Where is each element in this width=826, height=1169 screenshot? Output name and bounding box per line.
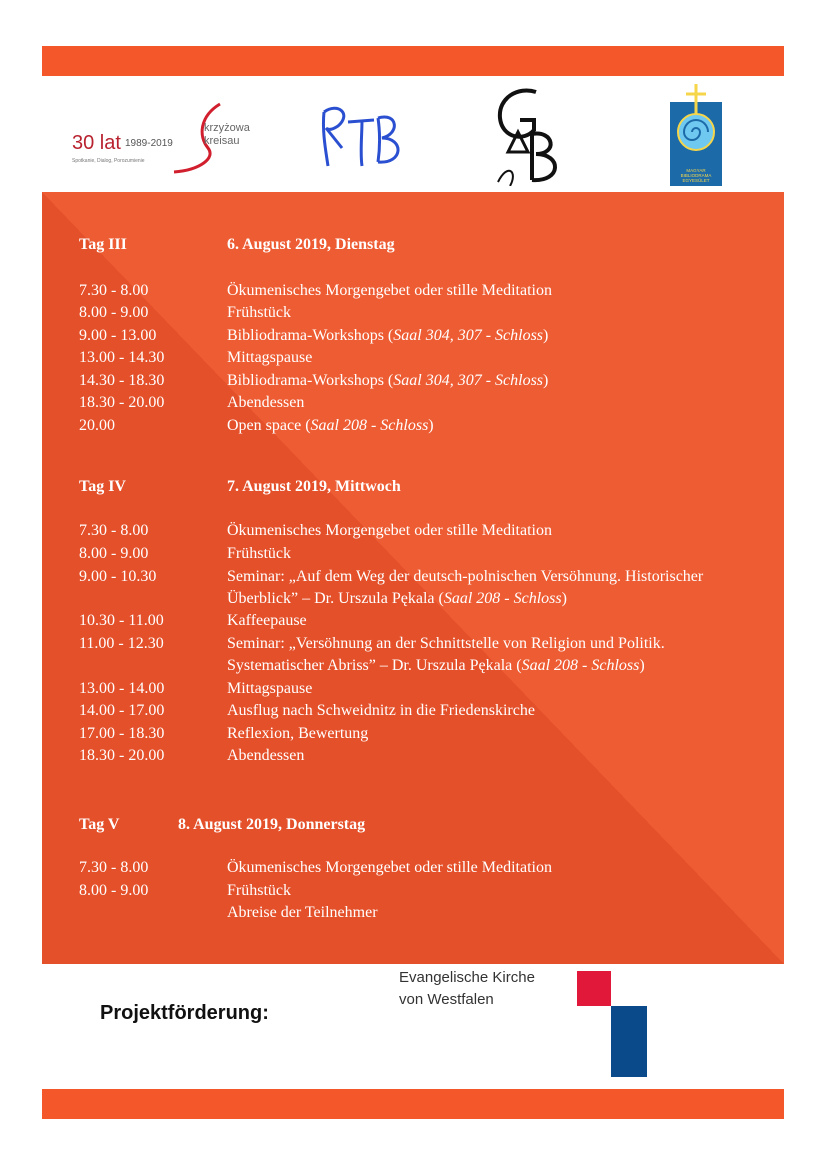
day5-time: 7.30 - 8.00 [79,859,149,876]
day5-date: 8. August 2019, Donnerstag [178,816,366,833]
day3-location: Saal 304, 307 - Schloss [393,327,544,344]
day4-item-continued: Überblick” – Dr. Urszula Pękala (Saal 208 - Schloss) [227,590,567,607]
day4-item: Mittagspause [227,680,313,697]
kreisau-years: 1989-2019 [125,138,173,149]
day3-time: 8.00 - 9.00 [79,304,149,321]
day4-time: 13.00 - 14.00 [79,680,165,697]
day4-item: Abendessen [227,747,305,764]
day5-item: Frühstück [227,882,291,899]
day4-item: Ökumenisches Morgengebet oder stille Meditation [227,522,552,539]
kreisau-logo [70,96,270,176]
sponsor-logo-blue-block [611,1006,647,1077]
day3-time: 7.30 - 8.00 [79,282,149,299]
funding-label: Projektförderung: [100,1002,269,1024]
day3-location: Saal 304, 307 - Schloss [393,372,544,389]
bibliodrama-association-logo [668,82,724,186]
rtb-logo [318,92,408,172]
day3-item: Bibliodrama-Workshops (Saal 304, 307 - Schloss) [227,327,549,344]
day4-time: 14.00 - 17.00 [79,702,165,719]
sponsor-logo-red-square [577,971,611,1006]
day4-item: Frühstück [227,545,291,562]
bottom-accent-bar [42,1089,784,1119]
day4-item: Ausflug nach Schweidnitz in die Friedenskirche [227,702,535,719]
day5-label: Tag V [79,816,120,833]
day3-time: 18.30 - 20.00 [79,394,165,411]
day4-item: Reflexion, Bewertung [227,725,369,742]
day4-time: 7.30 - 8.00 [79,522,149,539]
day3-location: Saal 208 - Schloss [310,417,429,434]
day3-time: 20.00 [79,417,115,434]
top-accent-bar [42,46,784,76]
day4-time: 18.30 - 20.00 [79,747,165,764]
bibliodrama-logo-text: MAGYAR BIBLIODRAMA EGYESÜLET [680,168,712,183]
day4-time: 8.00 - 9.00 [79,545,149,562]
day4-label: Tag IV [79,478,126,495]
day4-item: Kaffeepause [227,612,307,629]
gfb-logo-icon [488,82,568,186]
day4-time: 9.00 - 10.30 [79,568,157,585]
day3-item: Mittagspause [227,349,313,366]
day3-item: Bibliodrama-Workshops (Saal 304, 307 - Schloss) [227,372,549,389]
day4-location: Saal 208 - Schloss [521,657,640,674]
day4-location: Saal 208 - Schloss [443,590,562,607]
day3-date: 6. August 2019, Dienstag [227,236,395,253]
day5-item: Ökumenisches Morgengebet oder stille Meditation [227,859,552,876]
sponsor-name: Evangelische Kirche von Westfalen [399,969,535,1008]
day3-time: 14.30 - 18.30 [79,372,165,389]
day3-label: Tag III [79,236,127,253]
day3-item: Open space (Saal 208 - Schloss) [227,417,434,434]
day4-item: Seminar: „Versöhnung an der Schnittstelle von Religion und Politik. [227,635,665,652]
partner-logos [42,76,784,192]
rtb-logo-icon [318,92,408,172]
day4-time: 10.30 - 11.00 [79,612,164,629]
day5-item: Abreise der Teilnehmer [227,904,378,921]
kreisau-place: krzyżowa kreisau [204,122,250,147]
day5-time: 8.00 - 9.00 [79,882,149,899]
kreisau-motto: Spotkanie, Dialog, Porozumienie [72,158,145,164]
day3-time: 13.00 - 14.30 [79,349,165,366]
day3-item: Ökumenisches Morgengebet oder stille Meditation [227,282,552,299]
day4-date: 7. August 2019, Mittwoch [227,478,401,495]
day3-time: 9.00 - 13.00 [79,327,157,344]
day4-item: Seminar: „Auf dem Weg der deutsch-polnischen Versöhnung. Historischer [227,568,704,585]
day4-time: 11.00 - 12.30 [79,635,164,652]
gfb-logo [488,82,568,186]
day4-item-continued: Systematischer Abriss” – Dr. Urszula Pękala (Saal 208 - Schloss) [227,657,645,674]
day3-item: Abendessen [227,394,305,411]
day3-item: Frühstück [227,304,291,321]
day4-time: 17.00 - 18.30 [79,725,165,742]
kreisau-anniversary: 30 lat [72,132,121,154]
